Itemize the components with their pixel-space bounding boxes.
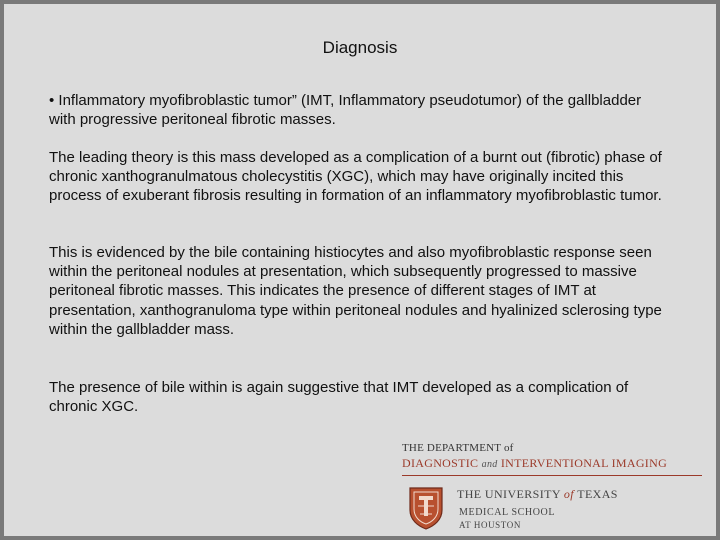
school-location: AT HOUSTON: [459, 520, 521, 530]
university-prefix: THE UNIVERSITY: [457, 487, 561, 501]
dept-name-part2: INTERVENTIONAL IMAGING: [500, 456, 668, 470]
dept-name: [402, 456, 667, 471]
school-name: MEDICAL SCHOOL: [459, 507, 556, 518]
paragraph-evidence: This is evidenced by the bile containing histiocytes and also myofibroblastic response seen within the peritoneal nodules at presentation, which subsequently progressed to massive peritoneal fibrotic masses. This indicates the presence of different stages of IMT at presentation, xanthogranuloma type within peritoneal nodules and hyalinized sclerosing type within the gallbladder mass.: [49, 244, 662, 338]
university-of: of: [563, 487, 575, 501]
paragraph-leading-theory: The leading theory is this mass developed as a complication of a burnt out (fibrotic) phase of chronic xanthogranulmatous cholecystitis (XGC), which may have originally incited this process of exuberant fibrosis resulting in formation of an inflammatory myofibroblastic tumor.: [49, 149, 662, 205]
university-suffix: TEXAS: [577, 487, 618, 501]
paragraph-bile-presence: The presence of bile within is again suggestive that IMT developed as a complication of chronic XGC.: [49, 379, 629, 416]
slide-title: Diagnosis: [322, 38, 398, 57]
dept-prefix: THE DEPARTMENT of: [402, 442, 514, 454]
ut-seal-icon: [406, 484, 446, 530]
dept-name-part1: DIAGNOSTIC: [402, 456, 479, 470]
dept-name-and: and: [481, 459, 498, 470]
university-name: [457, 487, 618, 502]
department-logo: [402, 442, 702, 534]
paragraph-diagnosis: • Inflammatory myofibroblastic tumor” (IMT, Inflammatory pseudotumor) of the gallbladder with progressive peritoneal fibrotic masses.: [49, 92, 642, 129]
logo-divider: [402, 475, 702, 476]
